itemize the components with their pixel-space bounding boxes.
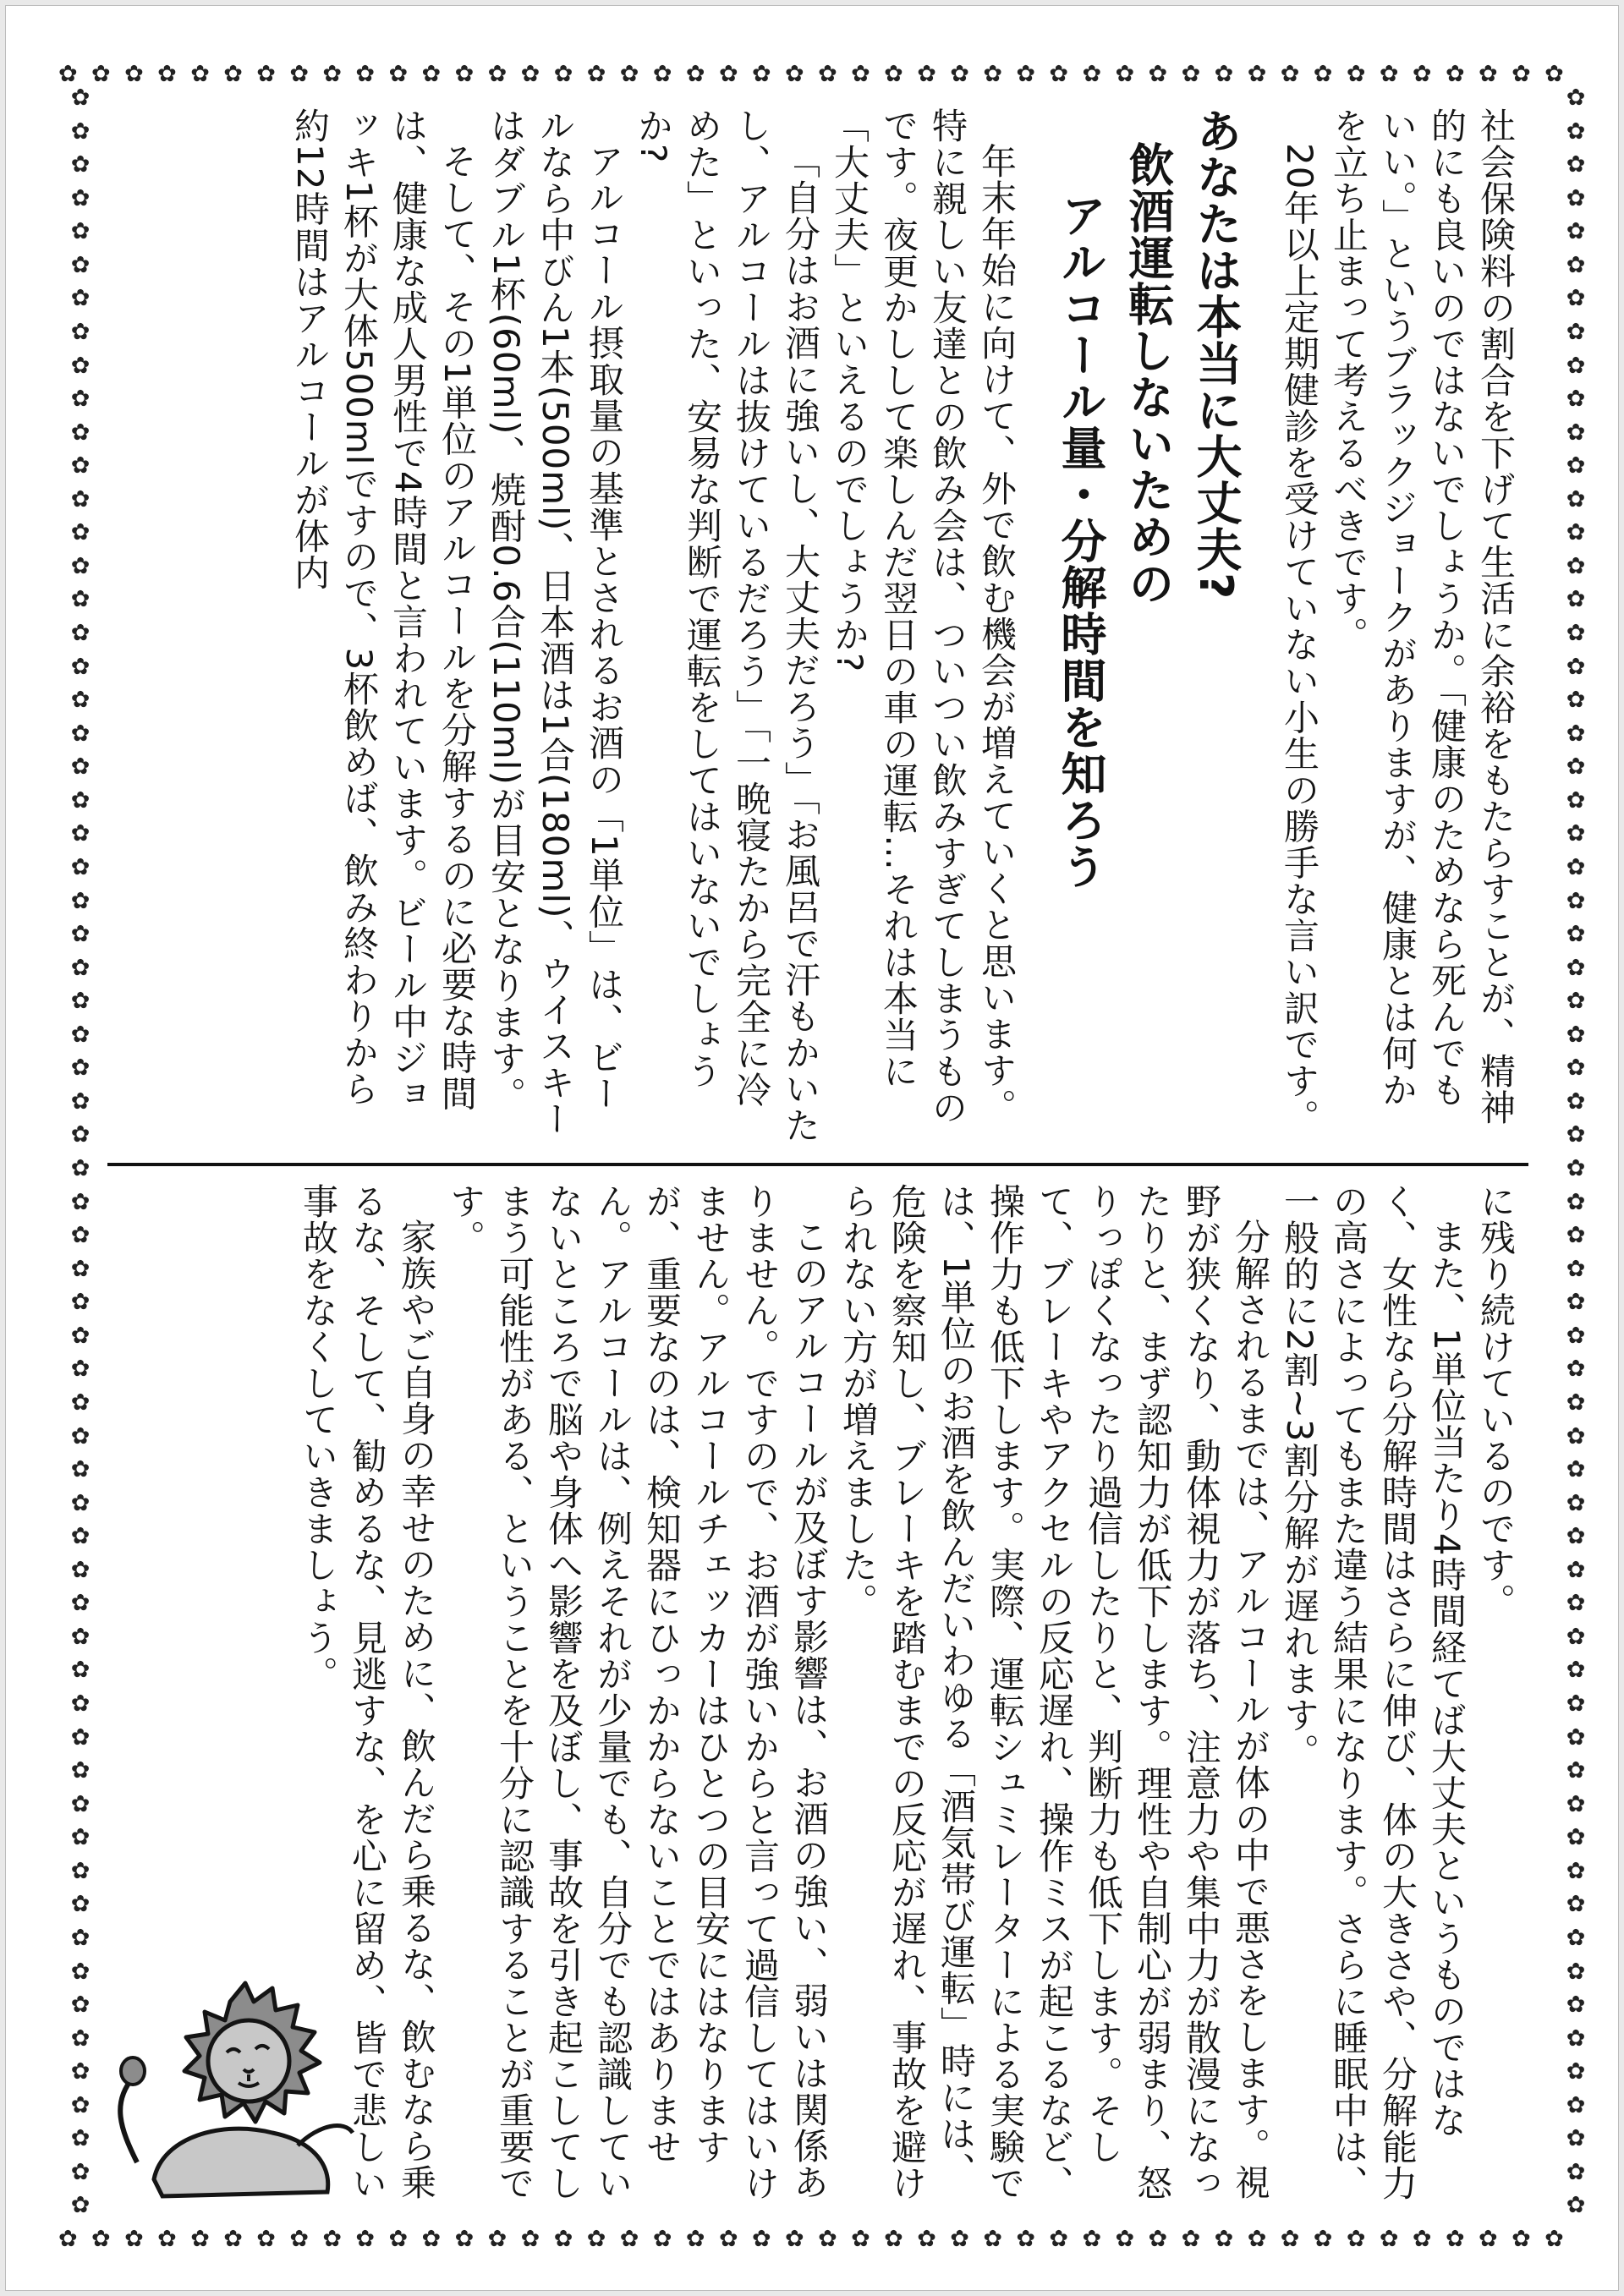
body-paragraph: に残り続けているのです。	[1475, 1183, 1517, 1619]
border-ornament-icon: ✿	[553, 2225, 573, 2252]
border-ornament-icon: ✿	[70, 352, 91, 379]
border-ornament-icon: ✿	[70, 1757, 91, 1784]
border-ornament-icon: ✿	[619, 2225, 639, 2252]
border-ornament-icon: ✿	[70, 218, 91, 245]
border-ornament-icon: ✿	[1566, 118, 1586, 145]
border-ornament-icon: ✿	[1214, 2225, 1234, 2252]
border-ornament-icon: ✿	[487, 2225, 508, 2252]
border-ornament-icon: ✿	[70, 1824, 91, 1851]
border-ornament-icon: ✿	[553, 60, 573, 87]
border-ornament-icon: ✿	[70, 687, 91, 714]
border-ornament-icon: ✿	[851, 60, 870, 87]
border-ornament-icon: ✿	[70, 1255, 91, 1282]
border-ornament-icon: ✿	[454, 2225, 475, 2252]
border-ornament-icon: ✿	[70, 586, 91, 613]
border-ornament-icon: ✿	[1566, 753, 1586, 781]
border-ornament-icon: ✿	[1566, 1556, 1586, 1583]
border-ornament-icon: ✿	[1566, 1021, 1586, 1048]
border-ornament-icon: ✿	[685, 2225, 705, 2252]
border-ornament-icon: ✿	[70, 285, 91, 312]
border-ornament-icon: ✿	[1016, 2225, 1035, 2252]
border-ornament-icon: ✿	[818, 60, 837, 87]
border-ornament-icon: ✿	[223, 2225, 243, 2252]
border-ornament-icon: ✿	[1181, 2225, 1201, 2252]
border-ornament-icon: ✿	[1566, 1523, 1586, 1550]
border-ornament-icon: ✿	[1346, 2225, 1366, 2252]
border-ornament-icon: ✿	[1016, 60, 1035, 87]
border-ornament-icon: ✿	[983, 2225, 1002, 2252]
border-ornament-icon: ✿	[70, 2058, 91, 2085]
border-ornament-icon: ✿	[70, 519, 91, 546]
border-ornament-icon: ✿	[124, 2225, 144, 2252]
border-ornament-icon: ✿	[1566, 1992, 1586, 2019]
border-ornament-icon: ✿	[1566, 1891, 1586, 1918]
border-ornament-icon: ✿	[983, 60, 1002, 87]
intro-paragraph: 社会保険料の割合を下げて生活に余裕をもたらすことが、精神的にも良いのではないでしょうか。「健康のためなら死んでもいい。」というブラックジョークがありますが、健康とは何かを立ち止まって考えるべきです。	[1328, 107, 1517, 1126]
border-ornament-icon: ✿	[1566, 386, 1586, 413]
border-ornament-icon: ✿	[1346, 60, 1366, 87]
border-ornament-icon: ✿	[1566, 419, 1586, 446]
ornament-border-left	[63, 86, 97, 2217]
border-ornament-icon: ✿	[1566, 2091, 1586, 2118]
border-ornament-icon: ✿	[1566, 687, 1586, 714]
border-ornament-icon: ✿	[1412, 60, 1432, 87]
ornament-border-top	[58, 57, 1564, 90]
border-ornament-icon: ✿	[1566, 820, 1586, 847]
border-ornament-icon: ✿	[1566, 1924, 1586, 1951]
border-ornament-icon: ✿	[70, 720, 91, 747]
border-ornament-icon: ✿	[1566, 1857, 1586, 1884]
border-ornament-icon: ✿	[1544, 2225, 1564, 2252]
border-ornament-icon: ✿	[70, 753, 91, 781]
border-ornament-icon: ✿	[1566, 1958, 1586, 1985]
border-ornament-icon: ✿	[70, 1992, 91, 2019]
border-ornament-icon: ✿	[520, 60, 540, 87]
border-ornament-icon: ✿	[70, 1657, 91, 1684]
border-ornament-icon: ✿	[751, 2225, 771, 2252]
border-ornament-icon: ✿	[1247, 2225, 1267, 2252]
border-ornament-icon: ✿	[1566, 954, 1586, 981]
border-ornament-icon: ✿	[70, 1121, 91, 1148]
border-ornament-icon: ✿	[1280, 2225, 1300, 2252]
border-ornament-icon: ✿	[256, 2225, 276, 2252]
border-ornament-icon: ✿	[322, 60, 342, 87]
border-ornament-icon: ✿	[1566, 1055, 1586, 1082]
border-ornament-icon: ✿	[190, 60, 210, 87]
border-ornament-icon: ✿	[1379, 2225, 1399, 2252]
border-ornament-icon: ✿	[70, 1055, 91, 1082]
border-ornament-icon: ✿	[91, 2225, 111, 2252]
border-ornament-icon: ✿	[70, 318, 91, 345]
border-ornament-icon: ✿	[1181, 60, 1201, 87]
border-ornament-icon: ✿	[454, 60, 475, 87]
border-ornament-icon: ✿	[1479, 2225, 1498, 2252]
border-ornament-icon: ✿	[70, 184, 91, 211]
border-ornament-icon: ✿	[1082, 60, 1102, 87]
border-ornament-icon: ✿	[70, 2125, 91, 2152]
border-ornament-icon: ✿	[70, 620, 91, 646]
border-ornament-icon: ✿	[70, 921, 91, 948]
border-ornament-icon: ✿	[1566, 452, 1586, 479]
border-ornament-icon: ✿	[1566, 1322, 1586, 1349]
upper-section	[116, 107, 1520, 1143]
border-ornament-icon: ✿	[421, 2225, 442, 2252]
border-ornament-icon: ✿	[487, 60, 508, 87]
border-ornament-icon: ✿	[1566, 1222, 1586, 1249]
border-ornament-icon: ✿	[70, 1088, 91, 1115]
article-title-line-2: 飲酒運転しないための	[1122, 141, 1175, 606]
border-ornament-icon: ✿	[1049, 2225, 1069, 2252]
border-ornament-icon: ✿	[388, 2225, 409, 2252]
border-ornament-icon: ✿	[1566, 2158, 1586, 2185]
border-ornament-icon: ✿	[520, 2225, 540, 2252]
lion-tail-tuft	[121, 2058, 145, 2085]
border-ornament-icon: ✿	[256, 60, 276, 87]
border-ornament-icon: ✿	[1049, 60, 1069, 87]
border-ornament-icon: ✿	[70, 1590, 91, 1617]
border-ornament-icon: ✿	[652, 2225, 672, 2252]
border-ornament-icon: ✿	[1566, 86, 1586, 111]
border-ornament-icon: ✿	[1566, 1456, 1586, 1483]
border-ornament-icon: ✿	[70, 419, 91, 446]
border-ornament-icon: ✿	[70, 988, 91, 1015]
border-ornament-icon: ✿	[58, 2225, 78, 2252]
border-ornament-icon: ✿	[1512, 2225, 1531, 2252]
border-ornament-icon: ✿	[70, 1021, 91, 1048]
border-ornament-icon: ✿	[70, 485, 91, 512]
border-ornament-icon: ✿	[223, 60, 243, 87]
border-ornament-icon: ✿	[70, 251, 91, 278]
border-ornament-icon: ✿	[70, 2025, 91, 2052]
border-ornament-icon: ✿	[1512, 60, 1531, 87]
border-ornament-icon: ✿	[1566, 786, 1586, 814]
border-ornament-icon: ✿	[1566, 586, 1586, 613]
border-ornament-icon: ✿	[1566, 485, 1586, 512]
border-ornament-icon: ✿	[652, 60, 672, 87]
border-ornament-icon: ✿	[157, 2225, 177, 2252]
article-title-line-3: アルコール量・分解時間を知ろう	[1054, 192, 1107, 890]
border-ornament-icon: ✿	[1148, 60, 1168, 87]
border-ornament-icon: ✿	[1566, 218, 1586, 245]
border-ornament-icon: ✿	[70, 2192, 91, 2217]
border-ornament-icon: ✿	[70, 786, 91, 814]
border-ornament-icon: ✿	[289, 2225, 309, 2252]
border-ornament-icon: ✿	[70, 1188, 91, 1215]
border-ornament-icon: ✿	[1280, 60, 1300, 87]
page	[5, 5, 1619, 2291]
border-ornament-icon: ✿	[1566, 1790, 1586, 1817]
border-ornament-icon: ✿	[1566, 184, 1586, 211]
border-ornament-icon: ✿	[1566, 2025, 1586, 2052]
article-title-line-1: あなたは本当に大丈夫?	[1189, 107, 1243, 600]
border-ornament-icon: ✿	[1082, 2225, 1102, 2252]
border-ornament-icon: ✿	[70, 1389, 91, 1416]
border-ornament-icon: ✿	[70, 1556, 91, 1583]
border-ornament-icon: ✿	[1566, 352, 1586, 379]
border-ornament-icon: ✿	[1566, 620, 1586, 646]
border-ornament-icon: ✿	[1566, 1155, 1586, 1181]
border-ornament-icon: ✿	[586, 60, 606, 87]
border-ornament-icon: ✿	[718, 60, 738, 87]
border-ornament-icon: ✿	[1115, 60, 1135, 87]
body-paragraph: また、1単位当たり4時間経てば大丈夫というものではなく、女性なら分解時間はさらに伸び、体の大きさや、分解能力の高さによってもまた違う結果になります。さらに睡眠中は、一般的に2割~3割分解が遅れます。	[1279, 1183, 1468, 2201]
border-ornament-icon: ✿	[1566, 1255, 1586, 1282]
border-ornament-icon: ✿	[884, 60, 903, 87]
border-ornament-icon: ✿	[586, 2225, 606, 2252]
border-ornament-icon: ✿	[619, 60, 639, 87]
border-ornament-icon: ✿	[70, 853, 91, 880]
lion-paw	[298, 2126, 353, 2145]
border-ornament-icon: ✿	[1566, 519, 1586, 546]
border-ornament-icon: ✿	[355, 2225, 376, 2252]
border-ornament-icon: ✿	[70, 552, 91, 579]
border-ornament-icon: ✿	[1566, 318, 1586, 345]
border-ornament-icon: ✿	[70, 1422, 91, 1449]
border-ornament-icon: ✿	[1566, 1389, 1586, 1416]
border-ornament-icon: ✿	[91, 60, 111, 87]
border-ornament-icon: ✿	[190, 2225, 210, 2252]
border-ornament-icon: ✿	[70, 1623, 91, 1650]
border-ornament-icon: ✿	[70, 1489, 91, 1516]
border-ornament-icon: ✿	[70, 1857, 91, 1884]
border-ornament-icon: ✿	[1313, 2225, 1333, 2252]
border-ornament-icon: ✿	[1566, 1289, 1586, 1316]
body-paragraph: このアルコールが及ぼす影響は、お酒の強い、弱いは関係ありません。ですので、お酒が強いからと言って過信してはいけません。アルコールチェッカーはひとつの目安にはなりますが、重要なのは、検知器にひっかからないことではありません。アルコールは、例えそれが少量でも、自分でも認識していないところで脳や身体へ影響を及ぼし、事故を引き起こしてしまう可能性がある、ということを十分に認識することが重要です。	[445, 1183, 830, 2201]
ornament-border-bottom	[58, 2222, 1564, 2255]
lion-tail	[120, 2078, 137, 2162]
border-ornament-icon: ✿	[1566, 552, 1586, 579]
intro-paragraph-2: 20年以上定期健診を受けていない小生の勝手な言い訳です。	[1279, 143, 1320, 1136]
border-ornament-icon: ✿	[70, 1723, 91, 1751]
border-ornament-icon: ✿	[1566, 1422, 1586, 1449]
ornament-border-right	[1559, 86, 1593, 2217]
border-ornament-icon: ✿	[70, 1891, 91, 1918]
border-ornament-icon: ✿	[751, 60, 771, 87]
border-ornament-icon: ✿	[157, 60, 177, 87]
border-ornament-icon: ✿	[1566, 1623, 1586, 1650]
border-ornament-icon: ✿	[70, 386, 91, 413]
border-ornament-icon: ✿	[1566, 1590, 1586, 1617]
body-paragraph: 「自分はお酒に強いし、大丈夫だろう」「お風呂で汗もかいたし、アルコールは抜けているだろう」「一晩寝たから完全に冷めた」といった、安易な判断で運転をしてはいないでしょうか?	[633, 107, 821, 1143]
border-ornament-icon: ✿	[785, 60, 804, 87]
border-ornament-icon: ✿	[950, 60, 969, 87]
border-ornament-icon: ✿	[70, 151, 91, 178]
border-ornament-icon: ✿	[1214, 60, 1234, 87]
border-ornament-icon: ✿	[950, 2225, 969, 2252]
border-ornament-icon: ✿	[70, 1322, 91, 1349]
border-ornament-icon: ✿	[70, 452, 91, 479]
border-ornament-icon: ✿	[58, 60, 78, 87]
border-ornament-icon: ✿	[1566, 1489, 1586, 1516]
border-ornament-icon: ✿	[785, 2225, 804, 2252]
border-ornament-icon: ✿	[70, 954, 91, 981]
border-ornament-icon: ✿	[1566, 921, 1586, 948]
lion-illustration	[103, 1951, 365, 2205]
border-ornament-icon: ✿	[1566, 2192, 1586, 2217]
border-ornament-icon: ✿	[1566, 653, 1586, 680]
border-ornament-icon: ✿	[1566, 151, 1586, 178]
lion-face	[208, 2020, 289, 2101]
body-paragraph: 分解されるまでは、アルコールが体の中で悪さをします。視野が狭くなり、動体視力が落ち、注意力や集中力が散漫になったりと、まず認知力が低下します。理性や自制心が弱まり、怒りっぽくなったり過信したりと、判断力も低下します。そして、ブレーキやアクセルの反応遅れ、操作ミスが起こるなど、操作力も低下します。実際、運転シュミレーターによる実験では、1単位のお酒を飲んだいわゆる「酒気帯び運転」時には、危険を察知し、ブレーキを踏むまでの反応が遅れ、事故を避けられない方が増えました。	[837, 1183, 1271, 2201]
section-divider	[107, 1163, 1528, 1166]
body-paragraph: アルコール摂取量の基準とされるお酒の「1単位」は、ビールなら中びん1本(500ml)、日本酒は1合(180ml)、ウイスキーはダブル1杯(60ml)、焼酎0.6合(110ml)が目安となります。	[486, 107, 625, 1137]
border-ornament-icon: ✿	[1479, 60, 1498, 87]
border-ornament-icon: ✿	[70, 1222, 91, 1249]
border-ornament-icon: ✿	[851, 2225, 870, 2252]
border-ornament-icon: ✿	[1445, 60, 1465, 87]
border-ornament-icon: ✿	[1566, 285, 1586, 312]
border-ornament-icon: ✿	[1566, 1088, 1586, 1115]
border-ornament-icon: ✿	[70, 1523, 91, 1550]
border-ornament-icon: ✿	[1412, 2225, 1432, 2252]
border-ornament-icon: ✿	[1566, 2058, 1586, 2085]
border-ornament-icon: ✿	[917, 2225, 936, 2252]
border-ornament-icon: ✿	[124, 60, 144, 87]
border-ornament-icon: ✿	[718, 2225, 738, 2252]
border-ornament-icon: ✿	[1313, 60, 1333, 87]
border-ornament-icon: ✿	[70, 2158, 91, 2185]
border-ornament-icon: ✿	[355, 60, 376, 87]
border-ornament-icon: ✿	[685, 60, 705, 87]
border-ornament-icon: ✿	[917, 60, 936, 87]
border-ornament-icon: ✿	[70, 820, 91, 847]
border-ornament-icon: ✿	[1566, 887, 1586, 914]
border-ornament-icon: ✿	[1566, 1824, 1586, 1851]
border-ornament-icon: ✿	[70, 1289, 91, 1316]
border-ornament-icon: ✿	[70, 1356, 91, 1383]
border-ornament-icon: ✿	[1566, 1657, 1586, 1684]
border-ornament-icon: ✿	[70, 1456, 91, 1483]
border-ornament-icon: ✿	[70, 2091, 91, 2118]
border-ornament-icon: ✿	[1445, 2225, 1465, 2252]
border-ornament-icon: ✿	[1566, 1723, 1586, 1751]
border-ornament-icon: ✿	[1566, 1188, 1586, 1215]
border-ornament-icon: ✿	[70, 1924, 91, 1951]
body-paragraph: そして、その1単位のアルコールを分解するのに必要な時間は、健康な成人男性で4時間と言われています。ビール中ジョッキ1杯が大体500mlですので、3杯飲めば、飲み終わりから約12時間はアルコールが体内	[289, 107, 478, 1113]
border-ornament-icon: ✿	[70, 1790, 91, 1817]
border-ornament-icon: ✿	[322, 2225, 342, 2252]
border-ornament-icon: ✿	[1566, 2125, 1586, 2152]
border-ornament-icon: ✿	[818, 2225, 837, 2252]
border-ornament-icon: ✿	[1566, 1690, 1586, 1717]
border-ornament-icon: ✿	[70, 1958, 91, 1985]
border-ornament-icon: ✿	[1566, 853, 1586, 880]
border-ornament-icon: ✿	[70, 86, 91, 111]
border-ornament-icon: ✿	[70, 118, 91, 145]
border-ornament-icon: ✿	[1566, 988, 1586, 1015]
border-ornament-icon: ✿	[70, 1155, 91, 1181]
border-ornament-icon: ✿	[1544, 60, 1564, 87]
border-ornament-icon: ✿	[70, 653, 91, 680]
border-ornament-icon: ✿	[1115, 2225, 1135, 2252]
border-ornament-icon: ✿	[1247, 60, 1267, 87]
border-ornament-icon: ✿	[1566, 720, 1586, 747]
border-ornament-icon: ✿	[1148, 2225, 1168, 2252]
border-ornament-icon: ✿	[421, 60, 442, 87]
border-ornament-icon: ✿	[1566, 1121, 1586, 1148]
border-ornament-icon: ✿	[1379, 60, 1399, 87]
border-ornament-icon: ✿	[1566, 1356, 1586, 1383]
body-paragraph: 年末年始に向けて、外で飲む機会が増えていくと思います。特に親しい友達との飲み会は、ついつい飲みすぎてしまうものです。夜更かしして楽しんだ翌日の車の運転…それは本当に「大丈夫」といえるのでしょうか?	[829, 107, 1018, 1126]
border-ornament-icon: ✿	[70, 887, 91, 914]
border-ornament-icon: ✿	[1566, 251, 1586, 278]
border-ornament-icon: ✿	[1566, 1757, 1586, 1784]
border-ornament-icon: ✿	[388, 60, 409, 87]
border-ornament-icon: ✿	[289, 60, 309, 87]
border-ornament-icon: ✿	[884, 2225, 903, 2252]
border-ornament-icon: ✿	[70, 1690, 91, 1717]
closing-paragraph: 家族やご自身の幸せのために、飲んだら乗るな、飲むなら乗るな、そして、勧めるな、見逃すな、を心に留め、皆で悲しい事故をなくしていきましょう。	[298, 1183, 437, 2201]
